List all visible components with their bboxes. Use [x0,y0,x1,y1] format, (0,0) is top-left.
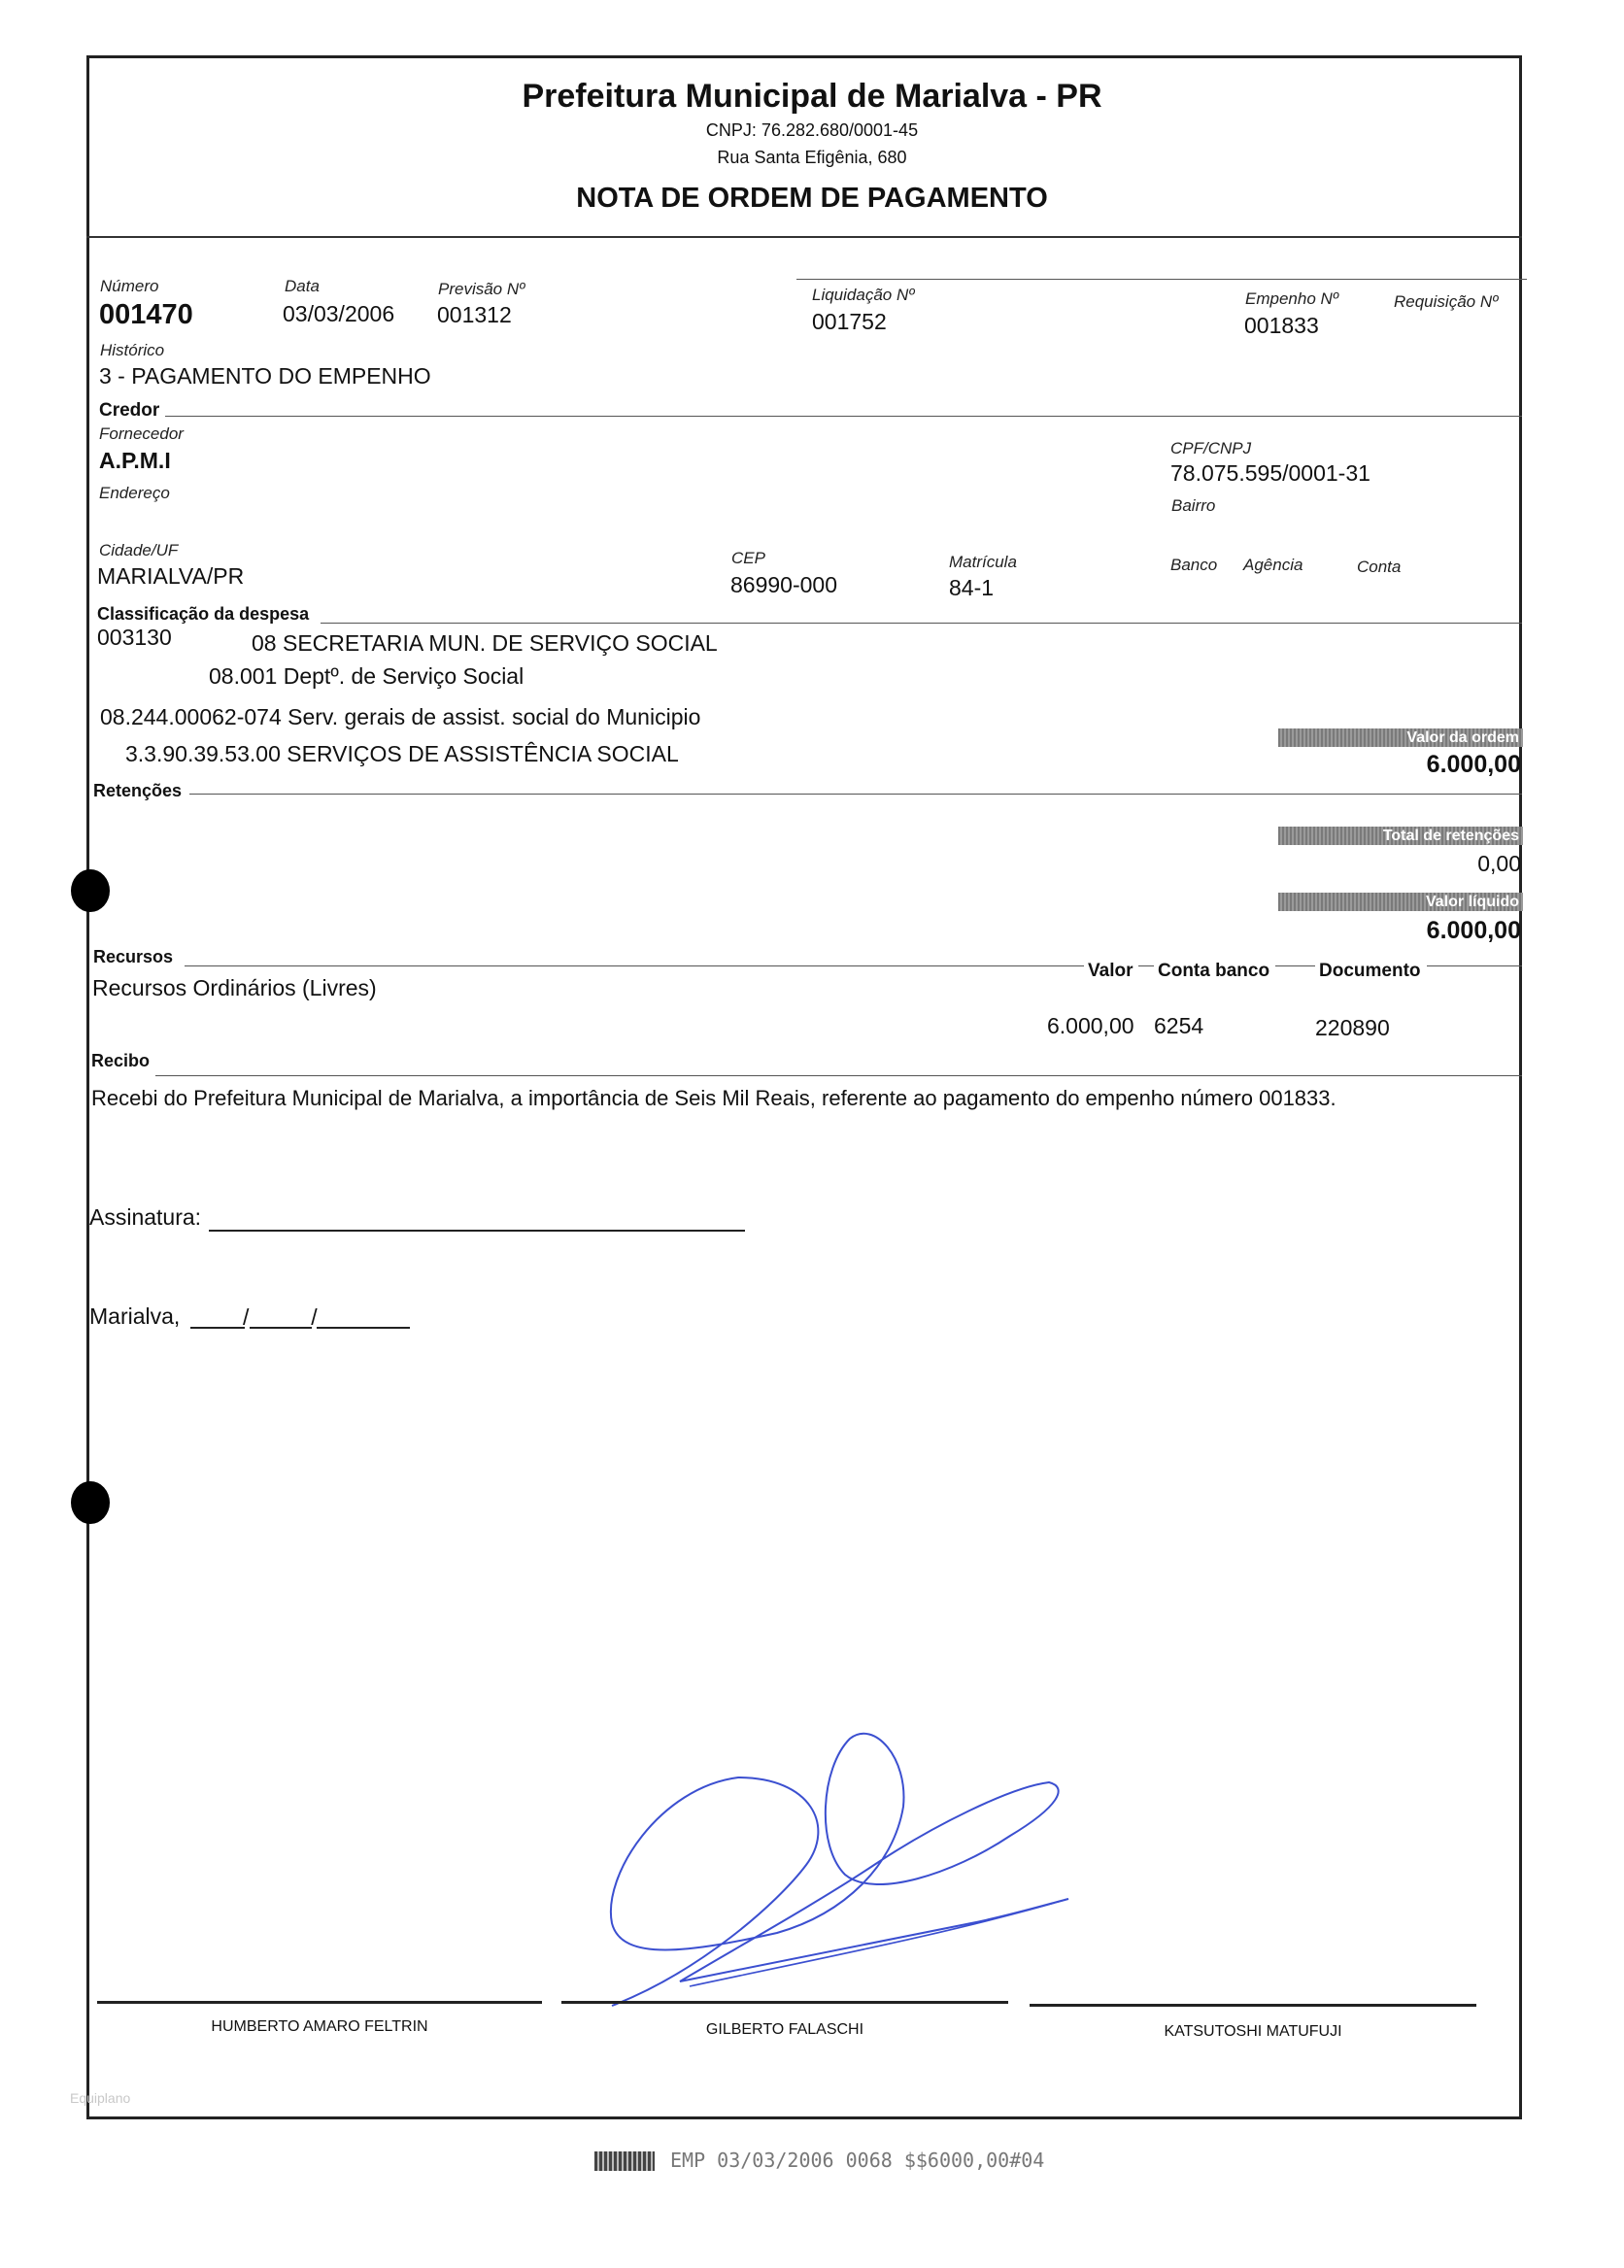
valor-ordem-value: 6.000,00 [1426,751,1521,778]
cep-label: CEP [731,549,765,567]
empenho-value: 001833 [1244,313,1319,338]
cnpj-text: CNPJ: 76.282.680/0001-45 [705,120,919,140]
credor-rule [146,416,1522,417]
fornecedor-label: Fornecedor [99,424,184,443]
signature-line-2 [561,2001,1008,2004]
historico-label: Histórico [100,341,165,359]
binder-hole-bottom [71,1481,110,1524]
classificacao-section-title: Classificação da despesa [97,604,315,625]
liquidacao-value: 001752 [812,309,887,334]
cpf-cnpj-label: CPF/CNPJ [1170,439,1252,457]
data-value: 03/03/2006 [283,301,395,326]
assinatura-label: Assinatura: [89,1204,202,1230]
classificacao-line-3: 08.244.00062-074 Serv. gerais de assist. social do Municipio [100,704,701,729]
classificacao-line-1: 08 SECRETARIA MUN. DE SERVIÇO SOCIAL [252,630,718,656]
recibo-section-title: Recibo [91,1051,155,1071]
address-text: Rua Santa Efigênia, 680 [717,148,907,167]
cep-value: 86990-000 [730,572,837,597]
valor-liquido-bar: Valor líquido [1278,893,1523,911]
conta-label: Conta [1357,558,1402,576]
software-watermark: Equiplano [70,2090,131,2106]
bairro-label: Bairro [1171,496,1216,515]
liquidacao-label: Liquidação Nº [812,286,915,304]
credor-section-title: Credor [99,400,165,422]
valor-ordem-bar: Valor da ordem [1278,728,1523,747]
fornecedor-value: A.P.M.I [99,448,171,473]
signature-name-2: GILBERTO FALASCHI [705,2021,864,2038]
total-retencoes-bar: Total de retenções [1278,827,1523,845]
total-retencoes-value: 0,00 [1477,851,1521,876]
recursos-section-title: Recursos [93,947,179,967]
endereco-label: Endereço [99,484,170,502]
binder-hole-top [71,869,110,912]
previsao-value: 001312 [437,302,512,327]
requisicao-label: Requisição Nº [1394,292,1499,311]
validation-stamp-barcode [594,2151,655,2171]
recursos-conta: 6254 [1154,1013,1204,1038]
order-top-rule [796,279,1527,280]
handwritten-signature [583,1709,1088,2030]
validation-stamp: EMP 03/03/2006 0068 $$6000,00#04 [670,2149,1045,2172]
recursos-valor-label: Valor [1084,961,1138,982]
recursos-fonte: Recursos Ordinários (Livres) [92,975,377,1000]
local-label: Marialva, [89,1303,181,1329]
signature-name-3: KATSUTOSHI MATUFUJI [1164,2023,1342,2040]
banco-label: Banco [1170,556,1218,574]
agencia-label: Agência [1243,556,1303,574]
empenho-label: Empenho Nº [1245,289,1338,308]
classificacao-rule [321,623,1522,624]
retencoes-section-title: Retenções [93,781,187,801]
previsao-label: Previsão Nº [438,280,525,298]
header-divider [86,236,1522,238]
valor-liquido-value: 6.000,00 [1426,917,1521,944]
cidade-label: Cidade/UF [99,541,179,559]
signature-line-3 [1030,2004,1476,2007]
recibo-text: Recebi do Prefeitura Municipal de Marialva, a importância de Seis Mil Reais, referente ao pagamento do empenho número 001833. [91,1086,1336,1110]
classificacao-line-2: 08.001 Deptº. de Serviço Social [209,663,524,689]
date-day-line [190,1327,245,1329]
retencoes-rule [189,794,1522,795]
recursos-documento: 220890 [1315,1015,1390,1040]
recursos-documento-label: Documento [1315,961,1427,982]
matricula-value: 84-1 [949,575,995,600]
classificacao-line-4: 3.3.90.39.53.00 SERVIÇOS DE ASSISTÊNCIA SOCIAL [125,741,679,766]
historico-value: 3 - PAGAMENTO DO EMPENHO [99,363,431,389]
numero-value: 001470 [99,299,193,330]
numero-label: Número [100,277,159,295]
assinatura-line [209,1230,745,1232]
recursos-conta-label: Conta banco [1154,961,1275,982]
date-slashes: / / [243,1304,318,1330]
cidade-value: MARIALVA/PR [97,563,245,589]
matricula-label: Matrícula [949,553,1017,571]
recibo-rule [155,1075,1522,1076]
classificacao-code: 003130 [97,625,172,650]
document-title: NOTA DE ORDEM DE PAGAMENTO [576,183,1048,214]
signature-name-1: HUMBERTO AMARO FELTRIN [211,2018,428,2035]
cpf-cnpj-value: 78.075.595/0001-31 [1170,460,1370,486]
date-year-line [317,1327,410,1329]
data-label: Data [285,277,320,295]
page-title: Prefeitura Municipal de Marialva - PR [522,78,1102,115]
signature-line-1 [97,2001,542,2004]
recursos-valor: 6.000,00 [1047,1013,1134,1038]
